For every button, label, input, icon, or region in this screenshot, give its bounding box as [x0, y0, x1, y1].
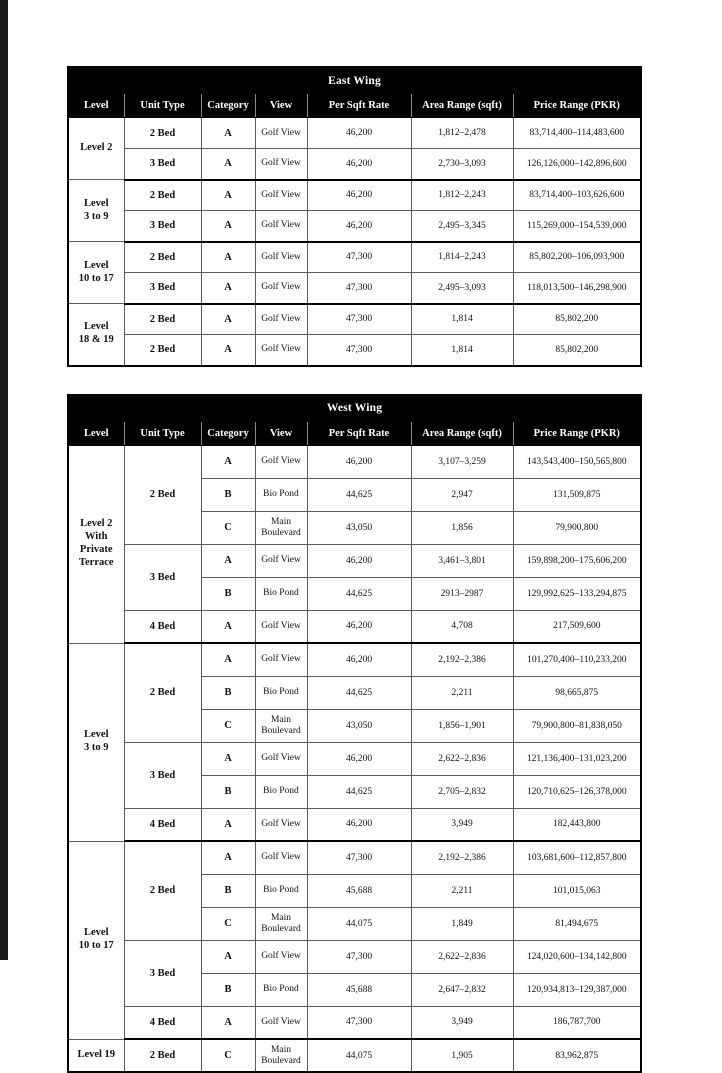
- price-cell: 81,494,675: [513, 907, 641, 940]
- rate-cell: 47,300: [307, 242, 411, 273]
- category-cell: A: [201, 544, 255, 577]
- unit-type-cell: 3 Bed: [124, 742, 201, 808]
- rate-cell: 46,200: [307, 180, 411, 211]
- category-cell: A: [201, 242, 255, 273]
- unit-type-cell: 3 Bed: [124, 149, 201, 180]
- rate-cell: 44,625: [307, 478, 411, 511]
- pricing-tables-sheet: [67, 66, 640, 1073]
- unit-type-cell: 2 Bed: [124, 118, 201, 149]
- column-header-area: Area Range (sqft): [411, 94, 513, 118]
- area-cell: 1,849: [411, 907, 513, 940]
- view-cell: Main Boulevard: [255, 511, 307, 544]
- view-cell: Golf View: [255, 335, 307, 366]
- column-header-view: View: [255, 94, 307, 118]
- unit-type-cell: 2 Bed: [124, 643, 201, 742]
- view-cell: Golf View: [255, 445, 307, 478]
- rate-cell: 47,300: [307, 841, 411, 874]
- price-cell: 85,802,200: [513, 335, 641, 366]
- category-cell: A: [201, 808, 255, 841]
- area-cell: 2,192–2,386: [411, 643, 513, 676]
- view-cell: Golf View: [255, 273, 307, 304]
- price-cell: 120,710,625–126,378,000: [513, 775, 641, 808]
- rate-cell: 44,625: [307, 676, 411, 709]
- category-cell: A: [201, 273, 255, 304]
- unit-type-cell: 2 Bed: [124, 1039, 201, 1072]
- scan-edge-left: [0, 0, 8, 960]
- category-cell: A: [201, 304, 255, 335]
- view-cell: Bio Pond: [255, 775, 307, 808]
- column-header-rate: Per Sqft Rate: [307, 94, 411, 118]
- document-page: [8, 0, 722, 960]
- area-cell: 2,647–2,832: [411, 973, 513, 1006]
- unit-type-cell: 2 Bed: [124, 445, 201, 544]
- level-cell: Level 3 to 9: [68, 643, 124, 841]
- table-row: [68, 304, 641, 335]
- price-cell: 186,787,700: [513, 1006, 641, 1039]
- level-cell: Level 19: [68, 1039, 124, 1072]
- category-cell: B: [201, 478, 255, 511]
- view-cell: Golf View: [255, 808, 307, 841]
- price-cell: 121,136,400–131,023,200: [513, 742, 641, 775]
- category-cell: C: [201, 1039, 255, 1072]
- price-cell: 126,126,000–142,896,600: [513, 149, 641, 180]
- wing-table: [67, 66, 642, 367]
- category-cell: A: [201, 180, 255, 211]
- view-cell: Golf View: [255, 643, 307, 676]
- table-row: [68, 742, 641, 775]
- rate-cell: 47,300: [307, 335, 411, 366]
- rate-cell: 47,300: [307, 273, 411, 304]
- area-cell: 1,905: [411, 1039, 513, 1072]
- unit-type-cell: 2 Bed: [124, 304, 201, 335]
- rate-cell: 46,200: [307, 643, 411, 676]
- level-cell: Level 18 & 19: [68, 304, 124, 366]
- area-cell: 2,495–3,345: [411, 211, 513, 242]
- rate-cell: 46,200: [307, 544, 411, 577]
- column-header-price: Price Range (PKR): [513, 421, 641, 445]
- view-cell: Golf View: [255, 841, 307, 874]
- category-cell: A: [201, 1006, 255, 1039]
- view-cell: Golf View: [255, 180, 307, 211]
- area-cell: 1,814–2,243: [411, 242, 513, 273]
- level-cell: Level 10 to 17: [68, 841, 124, 1039]
- area-cell: 2,705–2,832: [411, 775, 513, 808]
- category-cell: B: [201, 874, 255, 907]
- column-header-view: View: [255, 421, 307, 445]
- rate-cell: 47,300: [307, 1006, 411, 1039]
- view-cell: Golf View: [255, 544, 307, 577]
- area-cell: 1,812–2,478: [411, 118, 513, 149]
- category-cell: B: [201, 973, 255, 1006]
- area-cell: 3,949: [411, 808, 513, 841]
- table-row: [68, 335, 641, 366]
- unit-type-cell: 4 Bed: [124, 610, 201, 643]
- area-cell: 2,947: [411, 478, 513, 511]
- category-cell: A: [201, 610, 255, 643]
- view-cell: Main Boulevard: [255, 907, 307, 940]
- table-row: [68, 211, 641, 242]
- wing-title: West Wing: [68, 395, 641, 422]
- view-cell: Bio Pond: [255, 676, 307, 709]
- wing-title: East Wing: [68, 67, 641, 94]
- area-cell: 1,814: [411, 304, 513, 335]
- area-cell: 2913–2987: [411, 577, 513, 610]
- price-cell: 98,665,875: [513, 676, 641, 709]
- price-cell: 103,681,600–112,857,800: [513, 841, 641, 874]
- category-cell: C: [201, 709, 255, 742]
- rate-cell: 46,200: [307, 445, 411, 478]
- unit-type-cell: 3 Bed: [124, 544, 201, 610]
- rate-cell: 43,050: [307, 511, 411, 544]
- area-cell: 2,192–2,386: [411, 841, 513, 874]
- table-row: [68, 180, 641, 211]
- table-row: [68, 841, 641, 874]
- table-gap: [67, 367, 640, 394]
- price-cell: 115,269,000–154,539,000: [513, 211, 641, 242]
- price-cell: 120,934,813–129,387,000: [513, 973, 641, 1006]
- rate-cell: 44,075: [307, 1039, 411, 1072]
- view-cell: Golf View: [255, 149, 307, 180]
- column-header-unit-type: Unit Type: [124, 421, 201, 445]
- category-cell: A: [201, 211, 255, 242]
- area-cell: 1,812–2,243: [411, 180, 513, 211]
- category-cell: A: [201, 643, 255, 676]
- area-cell: 1,856: [411, 511, 513, 544]
- table-row: [68, 643, 641, 676]
- price-cell: 83,714,400–114,483,600: [513, 118, 641, 149]
- category-cell: A: [201, 335, 255, 366]
- area-cell: 4,708: [411, 610, 513, 643]
- wing-title-row: [68, 67, 641, 94]
- table-row: [68, 610, 641, 643]
- view-cell: Golf View: [255, 1006, 307, 1039]
- view-cell: Main Boulevard: [255, 1039, 307, 1072]
- view-cell: Golf View: [255, 211, 307, 242]
- price-cell: 83,962,875: [513, 1039, 641, 1072]
- view-cell: Bio Pond: [255, 874, 307, 907]
- rate-cell: 47,300: [307, 940, 411, 973]
- table-row: [68, 1006, 641, 1039]
- category-cell: A: [201, 742, 255, 775]
- category-cell: A: [201, 149, 255, 180]
- price-cell: 129,992,625–133,294,875: [513, 577, 641, 610]
- rate-cell: 47,300: [307, 304, 411, 335]
- table-row: [68, 445, 641, 478]
- view-cell: Golf View: [255, 304, 307, 335]
- category-cell: B: [201, 676, 255, 709]
- view-cell: Golf View: [255, 940, 307, 973]
- column-header-price: Price Range (PKR): [513, 94, 641, 118]
- table-row: [68, 808, 641, 841]
- price-cell: 85,802,200–106,093,900: [513, 242, 641, 273]
- area-cell: 2,495–3,093: [411, 273, 513, 304]
- view-cell: Golf View: [255, 610, 307, 643]
- area-cell: 2,622–2,836: [411, 742, 513, 775]
- unit-type-cell: 2 Bed: [124, 335, 201, 366]
- view-cell: Bio Pond: [255, 478, 307, 511]
- area-cell: 2,730–3,093: [411, 149, 513, 180]
- table-row: [68, 149, 641, 180]
- column-header-category: Category: [201, 421, 255, 445]
- unit-type-cell: 2 Bed: [124, 180, 201, 211]
- view-cell: Golf View: [255, 242, 307, 273]
- unit-type-cell: 3 Bed: [124, 273, 201, 304]
- area-cell: 1,856–1,901: [411, 709, 513, 742]
- level-cell: Level 2: [68, 118, 124, 180]
- price-cell: 143,543,400–150,565,800: [513, 445, 641, 478]
- table-row: [68, 1039, 641, 1072]
- column-header-area: Area Range (sqft): [411, 421, 513, 445]
- area-cell: 1,814: [411, 335, 513, 366]
- rate-cell: 46,200: [307, 742, 411, 775]
- rate-cell: 44,625: [307, 775, 411, 808]
- price-cell: 79,900,800: [513, 511, 641, 544]
- rate-cell: 46,200: [307, 610, 411, 643]
- category-cell: C: [201, 907, 255, 940]
- table-row: [68, 118, 641, 149]
- view-cell: Bio Pond: [255, 973, 307, 1006]
- category-cell: B: [201, 775, 255, 808]
- price-cell: 118,013,500–146,298,900: [513, 273, 641, 304]
- area-cell: 3,107–3,259: [411, 445, 513, 478]
- area-cell: 2,211: [411, 676, 513, 709]
- rate-cell: 45,688: [307, 973, 411, 1006]
- rate-cell: 46,200: [307, 211, 411, 242]
- level-cell: Level 2 With Private Terrace: [68, 445, 124, 643]
- view-cell: Main Boulevard: [255, 709, 307, 742]
- unit-type-cell: 2 Bed: [124, 242, 201, 273]
- category-cell: A: [201, 445, 255, 478]
- column-header-category: Category: [201, 94, 255, 118]
- column-header-unit-type: Unit Type: [124, 94, 201, 118]
- price-cell: 85,802,200: [513, 304, 641, 335]
- view-cell: Bio Pond: [255, 577, 307, 610]
- price-cell: 159,898,200–175,606,200: [513, 544, 641, 577]
- column-header-row: [68, 421, 641, 445]
- rate-cell: 44,075: [307, 907, 411, 940]
- table-row: [68, 544, 641, 577]
- rate-cell: 46,200: [307, 149, 411, 180]
- area-cell: 3,461–3,801: [411, 544, 513, 577]
- unit-type-cell: 4 Bed: [124, 808, 201, 841]
- category-cell: A: [201, 118, 255, 149]
- wing-title-row: [68, 395, 641, 422]
- rate-cell: 45,688: [307, 874, 411, 907]
- area-cell: 2,211: [411, 874, 513, 907]
- unit-type-cell: 3 Bed: [124, 211, 201, 242]
- column-header-level: Level: [68, 94, 124, 118]
- level-cell: Level 3 to 9: [68, 180, 124, 242]
- table-row: [68, 242, 641, 273]
- category-cell: A: [201, 940, 255, 973]
- price-cell: 124,020,600–134,142,800: [513, 940, 641, 973]
- unit-type-cell: 4 Bed: [124, 1006, 201, 1039]
- category-cell: A: [201, 841, 255, 874]
- price-cell: 101,015,063: [513, 874, 641, 907]
- price-cell: 79,900,800–81,838,050: [513, 709, 641, 742]
- category-cell: C: [201, 511, 255, 544]
- unit-type-cell: 2 Bed: [124, 841, 201, 940]
- area-cell: 2,622–2,836: [411, 940, 513, 973]
- price-cell: 182,443,800: [513, 808, 641, 841]
- column-header-rate: Per Sqft Rate: [307, 421, 411, 445]
- price-cell: 217,509,600: [513, 610, 641, 643]
- view-cell: Golf View: [255, 118, 307, 149]
- area-cell: 3,949: [411, 1006, 513, 1039]
- column-header-row: [68, 94, 641, 118]
- price-cell: 131,509,875: [513, 478, 641, 511]
- wing-table: [67, 394, 642, 1073]
- level-cell: Level 10 to 17: [68, 242, 124, 304]
- table-row: [68, 273, 641, 304]
- view-cell: Golf View: [255, 742, 307, 775]
- rate-cell: 43,050: [307, 709, 411, 742]
- price-cell: 83,714,400–103,626,600: [513, 180, 641, 211]
- unit-type-cell: 3 Bed: [124, 940, 201, 1006]
- category-cell: B: [201, 577, 255, 610]
- column-header-level: Level: [68, 421, 124, 445]
- price-cell: 101,270,400–110,233,200: [513, 643, 641, 676]
- rate-cell: 46,200: [307, 808, 411, 841]
- table-row: [68, 940, 641, 973]
- rate-cell: 46,200: [307, 118, 411, 149]
- rate-cell: 44,625: [307, 577, 411, 610]
